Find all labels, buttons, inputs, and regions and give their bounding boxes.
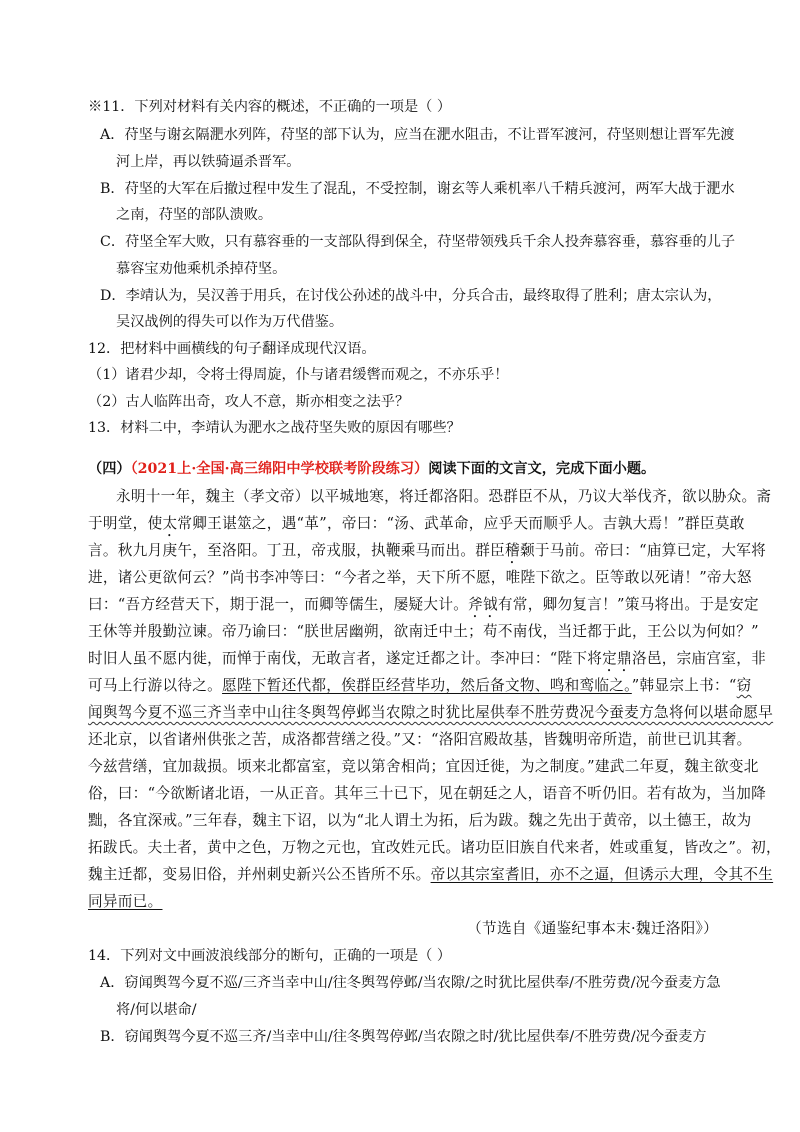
passage-line-11: 今兹营缮，宜加裁损。顷来北都富室，竞以第舍相尚；宜因迁徙，为之制度。”建武二年夏，魏主欲变北 xyxy=(88,758,759,775)
emphasis-char: 定鼎 xyxy=(602,650,632,667)
emphasis-char: 稽 xyxy=(505,542,520,559)
passage-line-1: 永明十一年，魏主（孝文帝）以平城地寒，将迁都洛阳。恐群臣不从，乃议大举伐齐，欲以胁众。斋 xyxy=(116,488,772,505)
q14-stem: 14．下列对文中画波浪线部分的断句，正确的一项是（ ） xyxy=(88,948,452,964)
passage-citation: （节选自《通鉴纪事本末·魏迁洛阳》） xyxy=(467,920,718,937)
q11-option-d-line2: 吴汉战例的得失可以作为万代借鉴。 xyxy=(116,314,344,330)
passage-line-9 xyxy=(88,702,774,724)
passage-text: 魏主迁都，变易旧俗，并州刺史新兴公丕皆所不乐。 xyxy=(88,866,431,883)
section-4-header xyxy=(88,458,728,480)
section-number: （四） xyxy=(88,461,131,477)
q11-option-a-line1: A．苻坚与谢玄隔淝水列阵，苻坚的部下认为，应当在淝水阻击，不让晋军渡河，苻坚则想让晋军先渡 xyxy=(100,127,735,143)
passage-line-4: 进，诸公更欲何云？”尚书李冲等曰：“今者之举，天下所不愿，唯陛下欲之。臣等敢以死请！”帝大怒 xyxy=(88,569,752,586)
q14-option-a-line1: A．窃闻舆驾今夏不巡/三齐当幸中山/往冬舆驾停邺/当农隙/之时犹比屋供奉/不胜劳费/况今蚕麦方急 xyxy=(100,975,721,991)
q12-stem: 12．把材料中画横线的句子翻译成现代汉语。 xyxy=(88,341,376,357)
passage-line-15 xyxy=(88,864,774,886)
passage-text: 言。秋九月庚午，至洛阳。丁丑，帝戎服，执鞭乘马而出。群臣 xyxy=(88,542,506,559)
passage-line-5 xyxy=(88,594,759,621)
passage-line-2 xyxy=(88,513,745,540)
section-instruction: 阅读下面的文言文，完成下面小题。 xyxy=(428,461,656,477)
q11-stem: ※11．下列对材料有关内容的概述，不正确的一项是（ ） xyxy=(88,99,452,115)
emphasis-char: 斧钺 xyxy=(468,596,498,613)
passage-text: ”韩显宗上书：“ xyxy=(631,677,737,694)
q12-sentence-2: （2）古人临阵出奇，攻人不意，斯亦相变之法乎？ xyxy=(88,394,410,410)
passage-line-13: 黜，各宜深戒。”三年春，魏主下诏，以为“北人谓土为拓，后为跋。魏之先出于黄帝，以土德王，故为 xyxy=(88,812,752,829)
underlined-sentence: 同异而已。 xyxy=(88,893,163,910)
q11-option-a-line2: 河上岸，再以铁骑逼杀晋军。 xyxy=(116,154,301,170)
q11-option-c-line2: 慕容宝劝他乘机杀掉苻坚。 xyxy=(116,261,287,277)
passage-line-3 xyxy=(88,540,766,567)
q11-option-d-line1: D．李靖认为，吴汉善于用兵，在讨伐公孙述的战斗中，分兵合击，最终取得了胜利；唐太宗认为， xyxy=(100,288,722,304)
q11-option-c-line1: C．苻坚全军大败，只有慕容垂的一支部队得到保全，苻坚带领残兵千余人投奔慕容垂，慕容垂的儿子 xyxy=(100,234,736,250)
passage-line-10: 还北京，以省诸州供张之苦，成洛都营缮之役。”又：“洛阳宫殿故基，皆魏明帝所造，前世已讥其奢。 xyxy=(88,731,752,748)
passage-line-6: 王休等并殷勤泣谏。帝乃谕曰：“朕世居幽朔，欲南迁中土；苟不南伐，当迁都于此，王公以为何如？” xyxy=(88,623,759,640)
q12-sentence-1: （1）诸君少却，令将士得周旋，仆与诸君缓辔而观之，不亦乐乎！ xyxy=(88,367,509,383)
passage-text: 时旧人虽不愿内徙，而惮于南伐，无敢言者，遂定迁都之计。李冲曰：“陛下将 xyxy=(88,650,603,667)
passage-line-8 xyxy=(88,675,752,697)
passage-text: 曰：“吾方经营天下，期于混一，而卿等儒生，屡疑大计。 xyxy=(88,596,469,613)
passage-text: 有常，卿勿复言！”策马将出。于是安定 xyxy=(497,596,759,613)
passage-line-14: 拓跋氏。夫土者，黄中之色，万物之元也，宜改姓元氏。诸功臣旧族自代来者，姓或重复，皆改之”。初， xyxy=(88,839,781,856)
passage-text: 可马上行游以待之。 xyxy=(88,677,223,694)
q13-stem: 13．材料二中，李靖认为淝水之战苻坚失败的原因有哪些？ xyxy=(88,420,461,436)
wavy-underlined-text: 闻舆驾今夏不巡三齐当幸中山往冬舆驾停邺当农隙之时犹比屋供奉不胜劳费况今蚕麦方急将何以堪命愿早 xyxy=(88,704,774,721)
passage-line-16 xyxy=(88,891,728,913)
underlined-sentence: 愿陛下暂还代都，俟群臣经营毕功，然后备文物、鸣和鸾临之。 xyxy=(222,677,632,694)
passage-line-12: 俗，曰：“今欲断诸北语，一从正音。其年三十已下，见在朝廷之人，语音不听仍旧。若有故为，当加降 xyxy=(88,785,766,802)
wavy-underlined-text: 窃 xyxy=(736,677,752,694)
q14-option-a-line2: 将/何以堪命/ xyxy=(116,1002,197,1018)
q11-option-b-line1: B．苻坚的大军在后撤过程中发生了混乱，不受控制，谢玄等人乘机率八千精兵渡河，两军大战于淝水 xyxy=(100,181,735,197)
underlined-sentence: 帝以其宗室耆旧，亦不之逼，但诱示大理，令其不生 xyxy=(430,866,774,883)
passage-text: 颡于马前。帝曰：“庙算已定，大军将 xyxy=(519,542,766,559)
q14-option-b-line1: B．窃闻舆驾今夏不巡三齐/当幸中山/往冬舆驾停邺/当农隙之时/犹比屋供奉/不胜劳费/况今蚕麦方 xyxy=(100,1029,707,1045)
q11-option-b-line2: 之南，苻坚的部队溃败。 xyxy=(116,207,273,223)
section-source: （2021上·全国·高三绵阳中学校联考阶段练习） xyxy=(130,461,429,477)
passage-text: 常卿王谌筮之，遇“革”，帝曰：“汤、武革命，应乎天而顺乎人。吉孰大焉！”群臣莫敢 xyxy=(177,515,745,532)
emphasis-char: 太 xyxy=(162,515,178,532)
passage-text: 洛邑，宗庙宫室，非 xyxy=(631,650,766,667)
passage-line-7 xyxy=(88,648,766,675)
passage-text: 于明堂，使 xyxy=(88,515,163,532)
